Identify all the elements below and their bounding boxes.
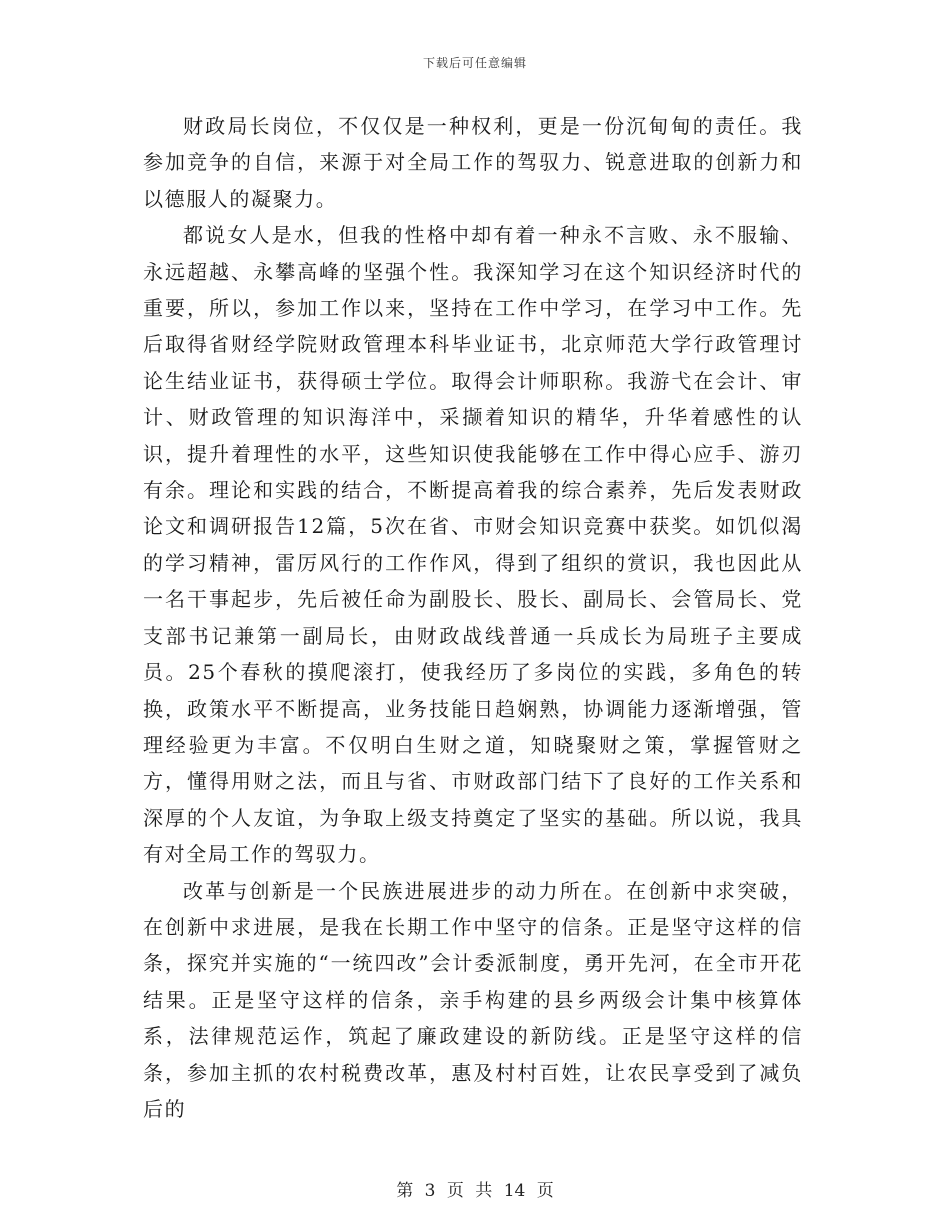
paragraph: 财政局长岗位，不仅仅是一种权利，更是一份沉甸甸的责任。我参加竞争的自信，来源于对全局工作的驾驭力、锐意进取的创新力和以德服人的凝聚力。 — [143, 114, 803, 211]
page-number: 第 3 页 共 14 页 — [396, 1181, 554, 1201]
paragraph: 都说女人是水，但我的性格中却有着一种永不言败、永不服输、永远超越、永攀高峰的坚强个性。我深知学习在这个知识经济时代的重要，所以，参加工作以来，坚持在工作中学习，在学习中工作。先后取得省财经学院财政管理本科毕业证书，北京师范大学行政管理讨论生结业证书，获得硕士学位。取得会计师职称。我游弋在会计、审计、财政管理的知识海洋中，采撷着知识的精华，升华着感性的认识，提升着理性的水平，这些知识使我能够在工作中得心应手、游刃有余。理论和实践的结合，不断提高着我的综合素养，先后发表财政论文和调研报告12篇，5次在省、市财会知识竞赛中获奖。如饥似渴的学习精神，雷厉风行的工作作风，得到了组织的赏识，我也因此从一名干事起步，先后被任命为副股长、股长、副局长、会管局长、党支部书记兼第一副局长，由财政战线普通一兵成长为局班子主要成员。25个春秋的摸爬滚打，使我经历了多岗位的实践，多角色的转换，政策水平不断提高，业务技能日趋娴熟，协调能力逐渐增强，管理经验更为丰富。不仅明白生财之道，知晓聚财之策，掌握管财之方，懂得用财之法，而且与省、市财政部门结下了良好的工作关系和深厚的个人友谊，为争取上级支持奠定了坚实的基础。所以说，我具有对全局工作的驾驭力。 — [143, 223, 803, 867]
paragraph: 改革与创新是一个民族进展进步的动力所在。在创新中求突破，在创新中求进展，是我在长期工作中坚守的信条。正是坚守这样的信条，探究并实施的“一统四改”会计委派制度，勇开先河，在全市开花结果。正是坚守这样的信条，亲手构建的县乡两级会计集中核算体系，法律规范运作，筑起了廉政建设的新防线。正是坚守这样的信条，参加主抓的农村税费改革，惠及村村百姓，让农民享受到了减负后的 — [143, 878, 803, 1121]
body-text — [143, 108, 803, 1127]
header-note: 下载后可任意编辑 — [422, 56, 527, 70]
